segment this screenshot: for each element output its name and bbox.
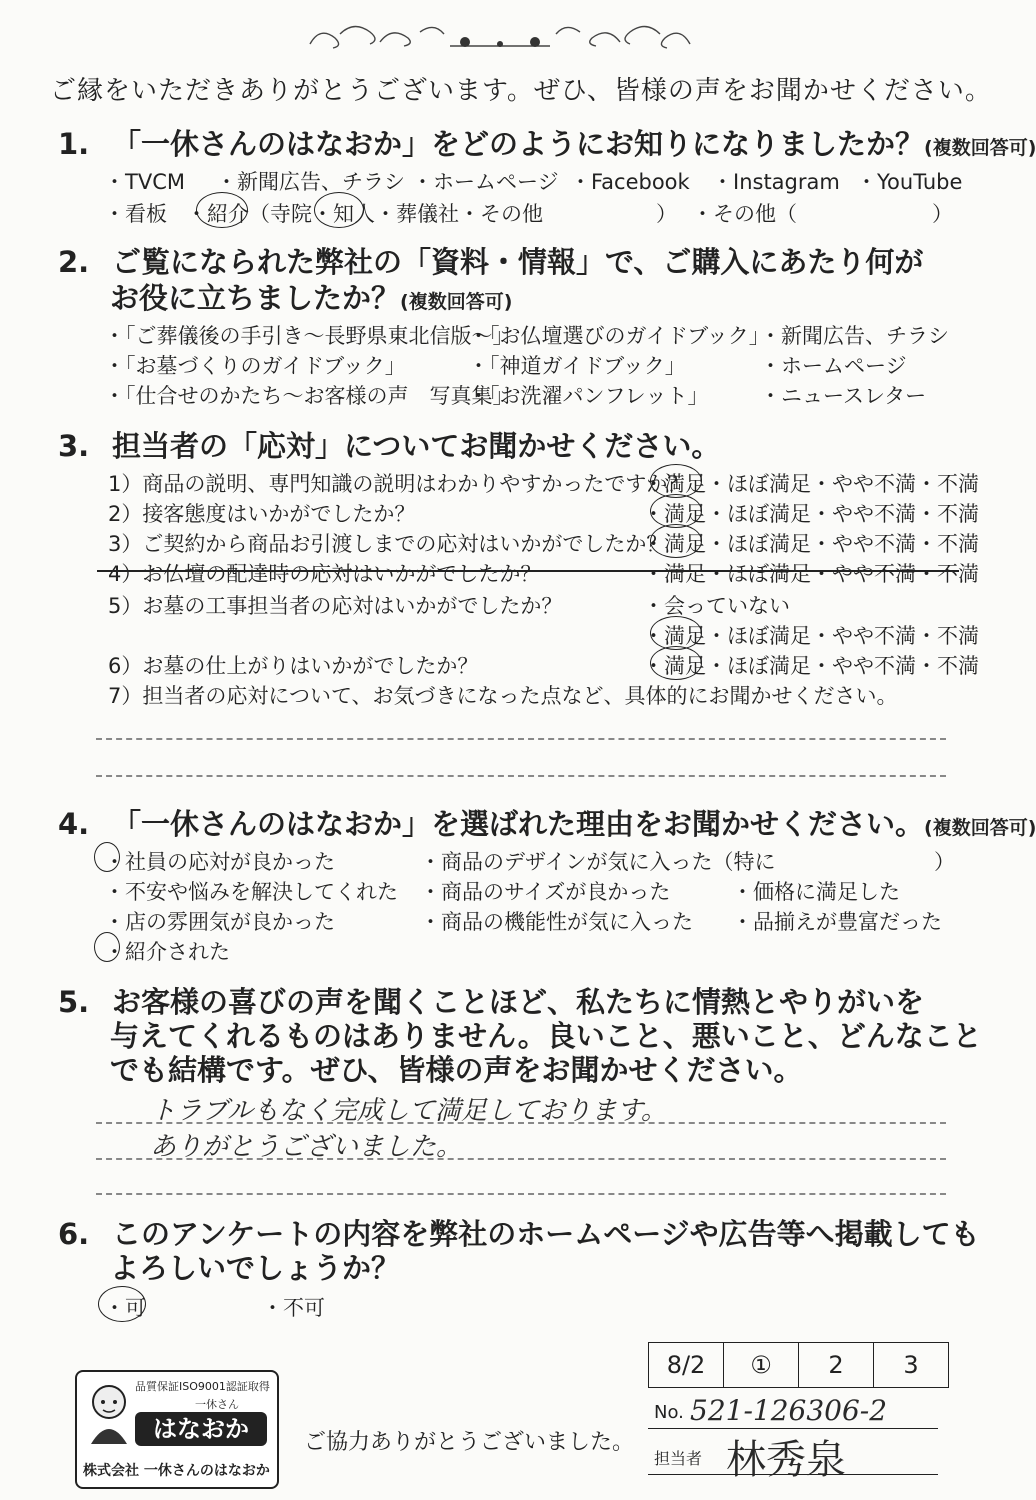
q2-option[interactable]: ・「お墓づくりのガイドブック」 — [104, 354, 406, 378]
q5-line1: お客様の喜びの声を聞くことほど、私たちに情熱とやりがいを — [112, 985, 925, 1019]
q3-item-7: 7）担当者の応対について、お気づきになった点など、具体的にお聞かせください。 — [108, 684, 898, 708]
q4-option[interactable]: ・商品のサイズが良かった — [420, 880, 671, 904]
q3-rating-4[interactable]: ・満足・ほぼ満足・やや不満・不満 — [643, 562, 979, 586]
q4-heading — [58, 802, 1036, 843]
q3-item-3: 3）ご契約から商品お引渡しまでの応対はいかがでしたか？ — [108, 532, 668, 556]
answer-circle — [650, 524, 702, 558]
logo-main-text: はなおか — [135, 1412, 267, 1446]
q4-option[interactable]: ・商品の機能性が気に入った — [420, 910, 693, 934]
box-cell-1: ① — [724, 1343, 799, 1388]
q1-option-youtube[interactable]: ・YouTube — [856, 170, 963, 194]
q4-title: 「一休さんのはなおか」を選ばれた理由をお聞かせください。 — [112, 807, 925, 841]
box-cell-date: 8/2 — [649, 1343, 724, 1388]
staff-label: 担当者 — [654, 1449, 703, 1468]
answer-circle — [314, 192, 364, 228]
q6-line1: このアンケートの内容を弊社のホームページや広告等へ掲載しても — [112, 1217, 980, 1251]
q6-option-no[interactable]: ・不可 — [262, 1296, 325, 1320]
answer-circle — [98, 1286, 146, 1322]
q2-option[interactable]: ・新聞広告、チラシ — [760, 324, 949, 348]
q5-line3: でも結構です。ぜひ、皆様の声をお聞かせください。 — [110, 1053, 803, 1087]
q2-option[interactable]: ・ホームページ — [760, 354, 907, 378]
q1-option-referral[interactable]: ・紹介（寺院・知人・葬儀社・その他 — [186, 202, 543, 226]
q3-item-1: 1）商品の説明、専門知識の説明はわかりやすかったですか？ — [108, 472, 689, 496]
q3-heading — [58, 424, 720, 465]
answer-circle — [650, 464, 702, 498]
q3-item-5: 5）お墓の工事担当者の応対はいかがでしたか？ — [108, 594, 563, 618]
header-ornament — [300, 14, 700, 60]
q2-title: ご覧になられた弊社の「資料・情報」で、ご購入にあたり何が — [112, 245, 924, 279]
company-logo — [75, 1370, 279, 1489]
answer-line — [96, 1158, 946, 1160]
q1-other-close: ） — [932, 202, 953, 226]
q3-rating-5-none[interactable]: ・会っていない — [643, 594, 790, 618]
monk-icon — [85, 1382, 133, 1448]
answer-circle — [196, 192, 248, 228]
q2-option[interactable]: ・「仕合せのかたち～お客様の声 写真集」 — [104, 384, 514, 408]
answer-circle — [650, 646, 702, 680]
q1-title: 「一休さんのはなおか」をどのようにお知りになりましたか？ — [112, 127, 925, 161]
logo-company-text: 株式会社 一休さんのはなおか — [83, 1463, 270, 1479]
q1-number: 1. — [58, 127, 90, 161]
answer-circle — [94, 842, 120, 872]
strike-line — [97, 570, 959, 572]
q4-option[interactable]: ・価格に満足した — [732, 880, 900, 904]
q3-title: 担当者の「応対」についてお聞かせください。 — [112, 429, 721, 463]
box-cell-3: 3 — [874, 1343, 949, 1388]
q1-option-other[interactable]: ・その他（ — [692, 202, 797, 226]
q5-number: 5. — [58, 985, 90, 1019]
logo-iso-text: 品質保証ISO9001認証取得 — [135, 1380, 270, 1393]
q1-option-signboard[interactable]: ・看板 — [104, 202, 167, 226]
q1-option-facebook[interactable]: ・Facebook — [570, 170, 690, 194]
answer-circle — [650, 616, 702, 650]
q2-option[interactable]: ・「ご葬儀後の手引き～長野県東北信版～」 — [104, 324, 514, 348]
intro-text: ご縁をいただきありがとうございます。ぜひ、皆様の声をお聞かせください。 — [50, 76, 992, 106]
q6-number: 6. — [58, 1217, 90, 1251]
q3-item-6: 6）お墓の仕上がりはいかがでしたか？ — [108, 654, 479, 678]
q3-rating-2[interactable]: ・満足・ほぼ満足・やや不満・不満 — [643, 502, 979, 526]
q2-title-2: お役に立ちましたか？ — [110, 281, 401, 315]
q3-rating-5[interactable]: ・満足・ほぼ満足・やや不満・不満 — [643, 624, 979, 648]
q3-rating-3[interactable]: ・満足・ほぼ満足・やや不満・不満 — [643, 532, 979, 556]
q5-line2: 与えてくれるものはありません。良いこと、悪いこと、どんなこと — [110, 1019, 982, 1053]
q3-number: 3. — [58, 429, 90, 463]
answer-line — [96, 1193, 946, 1195]
answer-line — [96, 775, 946, 777]
q2-option[interactable]: ・「お洗濯パンフレット」 — [468, 384, 709, 408]
q1-option-homepage[interactable]: ・ホームページ — [412, 170, 559, 194]
q3-rating-6[interactable]: ・満足・ほぼ満足・やや不満・不満 — [643, 654, 979, 678]
staff-name: 林秀泉 — [726, 1437, 846, 1483]
answer-circle — [650, 494, 702, 528]
q4-option[interactable]: ・社員の応対が良かった — [104, 850, 335, 874]
q1-heading — [58, 122, 1036, 163]
answer-line — [96, 1122, 946, 1124]
q1-option-newspaper[interactable]: ・新聞広告、チラシ — [216, 170, 405, 194]
answer-circle — [94, 932, 120, 962]
handwritten-answer-2: ありがとうございました。 — [150, 1132, 463, 1162]
q2-option[interactable]: ・「神道ガイドブック」 — [468, 354, 686, 378]
box-cell-2: 2 — [799, 1343, 874, 1388]
q6-line2: よろしいでしょうか？ — [110, 1251, 401, 1285]
q4-option[interactable]: ・紹介された — [104, 940, 230, 964]
q2-number: 2. — [58, 245, 90, 279]
q1-note: (複数回答可) — [924, 137, 1036, 159]
q4-number: 4. — [58, 807, 90, 841]
q1-option-tvcm[interactable]: ・TVCM — [104, 170, 185, 194]
q4-option[interactable]: ・商品のデザインが気に入った（特に — [420, 850, 776, 874]
logo-small-text: 一休さん — [195, 1398, 239, 1411]
handwritten-answer-1: トラブルもなく完成して満足しております。 — [150, 1096, 667, 1126]
q4-paren-close: ） — [934, 850, 955, 874]
q3-item-2: 2）接客態度はいかがでしたか？ — [108, 502, 416, 526]
q1-option-instagram[interactable]: ・Instagram — [712, 170, 840, 194]
q3-rating-1[interactable]: ・満足・ほぼ満足・やや不満・不満 — [643, 472, 979, 496]
q4-note: (複数回答可) — [924, 817, 1036, 839]
q1-paren-close: ） — [656, 202, 677, 226]
q3-item-4: 4）お仏壇の配達時の応対はいかがでしたか？ — [108, 562, 542, 586]
q2-heading — [58, 240, 923, 281]
q4-option[interactable]: ・店の雰囲気が良かった — [104, 910, 335, 934]
q6-option-yes[interactable]: ・可 — [104, 1296, 146, 1320]
number-value: 521-126306-2 — [690, 1394, 888, 1427]
q2-heading-line2 — [110, 276, 512, 317]
q2-option[interactable]: ・ニュースレター — [760, 384, 927, 408]
staff-box — [648, 1342, 949, 1388]
q4-option[interactable]: ・不安や悩みを解決してくれた — [104, 880, 398, 904]
q4-option[interactable]: ・品揃えが豊富だった — [732, 910, 942, 934]
thanks-text: ご協力ありがとうございました。 — [304, 1430, 635, 1455]
q2-option[interactable]: ・「お仏壇選びのガイドブック」 — [468, 324, 770, 348]
q2-note: (複数回答可) — [400, 291, 513, 313]
answer-line — [96, 738, 946, 740]
number-label: No. — [654, 1402, 684, 1423]
staff-underline — [648, 1474, 938, 1475]
